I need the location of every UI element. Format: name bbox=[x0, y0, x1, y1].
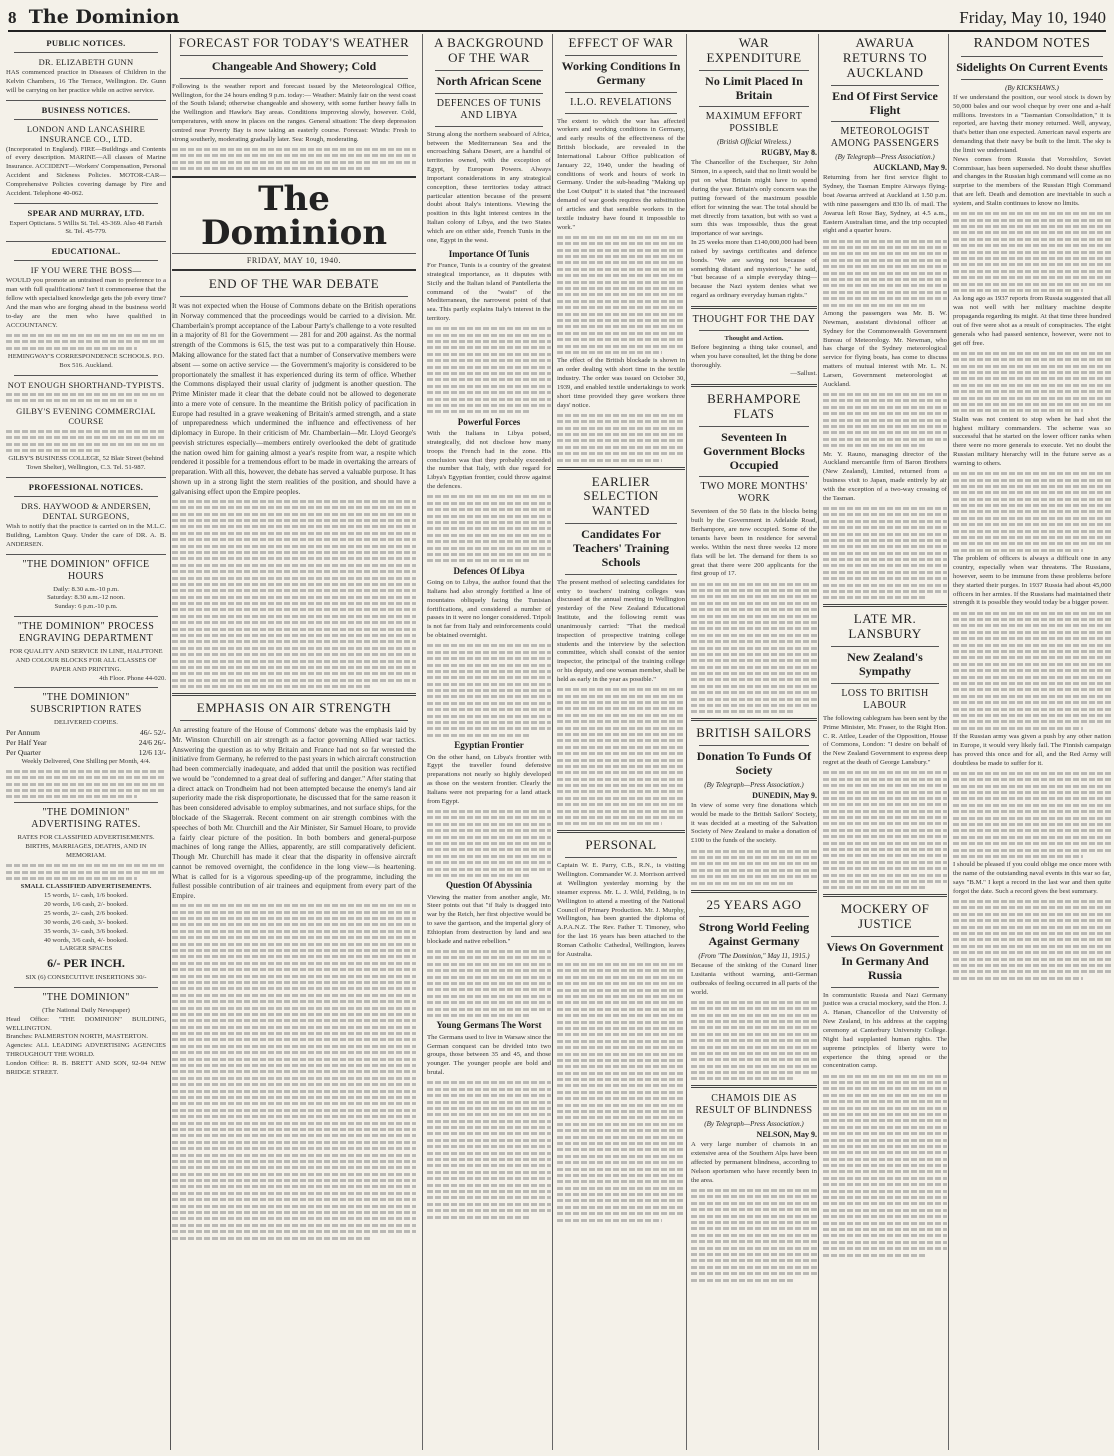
dateline: NELSON, May 9. bbox=[756, 1130, 817, 1140]
advertising-heading: "THE DOMINION" ADVERTISING RATES. bbox=[31, 807, 141, 831]
text-lines bbox=[691, 1189, 817, 1281]
spear-murray-notice: Expert Opticians. 5 Willis St. Tel. 43-369. Also 48 Farish St. Tel. 45-779. bbox=[9, 219, 163, 236]
head-office: Head Office: "THE DOMINION" BUILDING, WELLINGTON. bbox=[6, 1015, 166, 1032]
hemingways-notice: HEMINGWAY'S CORRESPONDENCE SCHOOLS. P.O. Box 516. Auckland. bbox=[7, 352, 165, 369]
war-expenditure-subheading: No Limit Placed In Britain bbox=[705, 73, 803, 102]
london-lancashire-notice: (Incorporated in England). FIRE—Buildings and Contents of every description. MARINE—All classes of Marine Insurance. ACCIDENT—Workers' Compensation, Personal Accident and Sickness Policies. MOTOR-CAR—Comprehensive Policies covering damage by Fire and Accident. Telephone 40-062. bbox=[6, 145, 166, 197]
branches: Branches: PALMERSTON NORTH, MASTERTON. bbox=[6, 1033, 148, 1041]
lansbury-subheading: New Zealand's Sympathy bbox=[847, 650, 923, 679]
editorial-heading-war-debate: END OF THE WAR DEBATE bbox=[208, 276, 380, 292]
boss-heading: IF YOU WERE THE BOSS— bbox=[30, 265, 142, 276]
london-lancashire-heading: LONDON AND LANCASHIRE INSURANCE CO., LTD. bbox=[26, 123, 146, 144]
advertising-notice: BIRTHS, MARRIAGES, DEATHS, AND IN MEMORIAM. bbox=[25, 843, 147, 860]
text-lines bbox=[427, 327, 551, 413]
personal-notes: Captain W. E. Parry, C.B., R.N., is visiting Wellington. Commander W. J. Morrison arrived at Wellington yesterday morning by the steamer express. Mr. L. J. Wild, Feilding, is in Wellington to attend a meeting of the National Council of Primary Production. Mr. J. Murphy, Wellington, has been granted the diploma of A.P.A.N.Z. The Rev. Father T. Timoney, who for the last 16 years has been attached to the Roman Catholic Cathedral, Wellington, leaves for Australia. bbox=[557, 862, 685, 958]
article-paragraph: Mr. Y. Rauno, managing director of the Auckland mercantile firm of Baron Brothers (New Zealand), Limited, returned from a business visit to Japan, made entirely by air with the exception of a two-way crossing of the Tasman. bbox=[823, 450, 947, 502]
background-war-column bbox=[422, 34, 551, 1450]
subscription-sub: DELIVERED COPIES. bbox=[54, 719, 118, 727]
article-paragraph: Among the passengers was Mr. B. W. Newman, assistant divisional officer at Sydney for the Commonwealth Government Bureau of Meteorology. Mr. Newman, who has charge of the Sydney meteorological service for flying boats, has come to discuss matters of mutual interest with Mr. L. N. Larsen, Government meteorologist at Auckland. bbox=[823, 310, 947, 388]
text-lines bbox=[557, 236, 685, 354]
earlier-selection-subheading: Candidates For Teachers' Training Schools bbox=[572, 527, 670, 569]
text-lines bbox=[172, 148, 416, 170]
article-paragraph: The Chancellor of the Exchequer, Sir John Simon, in a speech, said that no limit would be put on what Britain might have to spend during the year. Britain's only concern was the putting forward of the maximum possible effort for winning the war. The total should be met directly from taxation, but with so vast a sum this was impossible, thus the great importance of war savings. bbox=[691, 159, 817, 238]
article-paragraph: For France, Tunis is a country of the greatest strategical importance, as it disputes with Sicily and the Italian island of Pantelleria the command of the "waist" of the Mediterranean, the narrowest point of that sea. This partly explains Italy's interest in the territory. bbox=[427, 261, 551, 323]
gilby-heading: GILBY'S EVENING COMMERCIAL COURSE bbox=[16, 406, 156, 427]
article-paragraph: Seventeen of the 50 flats in the blocks being built by the Government in Adelaide Road, Berhampore, are now occupied. Some of the tenants have been in residence for several weeks. Within the next three weeks 12 more flats will be let. The demand for them is so great that there were 200 applicants for the first group of 17. bbox=[691, 508, 817, 578]
text-lines bbox=[6, 864, 166, 880]
article-paragraph: Returning from her first service flight to Sydney, the Tasman Empire Airways flying-boat Awarua arrived at Auckland at 1.50 p.m. with nine passengers and 830 lb. of mail. The Awarua left Rose Bay, Sydney, at 4.5 a.m., Eastern Australian time, and the trip occupied eight and a quarter hours. bbox=[823, 174, 947, 235]
article-paragraph: Stalin was not content to stop when he had shot the highest military commanders. The scheme was so successful that he started on the lower officer ranks when there were no more generals to execute. Yet no doubt the Russian military hierarchy will in the future serve as a warning to others. bbox=[953, 415, 1111, 467]
effect-war-subheading-2: I.L.O. REVELATIONS bbox=[570, 96, 672, 108]
masthead-date: Friday, May 10, 1940 bbox=[959, 8, 1106, 27]
editorial-column bbox=[172, 34, 416, 1450]
article-paragraph: On the other hand, on Libya's frontier with Egypt the traveller found defensive preparations not nearly so highly developed as those on the western frontier. Clearly the Italians were not preparing for a land attack from Egypt. bbox=[427, 753, 551, 805]
war-expenditure-heading: WAR EXPENDITURE bbox=[706, 35, 802, 65]
public-notices-heading: PUBLIC NOTICES. bbox=[46, 38, 126, 48]
subscription-weekly: Weekly Delivered, One Shilling per Month, 4/4. bbox=[21, 757, 151, 765]
text-lines bbox=[691, 1001, 817, 1081]
article-paragraph: Going on to Libya, the author found that the Italians had also strongly fortified a line of mountains obliquely facing the Tunisian fortifications, and considered a number of passes in it were no longer considered. Tripoli is not far from Italy and reinforcements could be obtained overnight. bbox=[427, 579, 551, 640]
text-lines bbox=[823, 240, 947, 307]
article-paragraph: The problem of officers is always a difficult one in any country, especially when war threatens. The Russians, however, seem to be immune from these problems before they started their purges. In 1937 Russia had about 45,000 officers in her armies. If the Russians had maintained their strength it is possible they would today be a bigger power. bbox=[953, 555, 1111, 607]
text-lines bbox=[172, 904, 416, 1239]
text-lines bbox=[6, 393, 166, 402]
dateline: RUGBY, May 8. bbox=[761, 148, 817, 158]
process-heading: "THE DOMINION" PROCESS ENGRAVING DEPARTMENT bbox=[17, 621, 155, 645]
text-lines bbox=[6, 770, 166, 799]
article-paragraph: The extent to which the war has affected workers and working conditions in Germany, and early results of the effectiveness of the British blockade, are revealed in the International Labour Office publication of January 22, 1940, under the heading of conditions of work and hours of work in Germany. Under the sub-heading "Making up the Lost Output" it is stated that "the increased demand of war goods requires the substitution of articles and that sensible workers in the textile industry have found it impossible to work." bbox=[557, 117, 685, 231]
editorial-heading-air-strength: EMPHASIS ON AIR STRENGTH bbox=[196, 700, 392, 716]
sailors-heading: BRITISH SAILORS bbox=[696, 725, 812, 741]
text-lines bbox=[691, 850, 817, 885]
larger-spaces: LARGER SPACES bbox=[59, 945, 113, 953]
article-paragraph: A very large number of chamois in an extensive area of the Southern Alps have been affected by permanent blindness, according to Nelson sportsmen who have recently been in the area. bbox=[691, 1141, 817, 1184]
small-rate-1: 20 words, 1/6 cash, 2/- booked. bbox=[44, 901, 128, 909]
war-expenditure-column bbox=[686, 34, 817, 1450]
section-heading-forces: Powerful Forces bbox=[457, 416, 521, 427]
consecutive: SIX (6) CONSECUTIVE INSERTIONS 30/- bbox=[25, 973, 147, 981]
nameplate bbox=[172, 176, 416, 271]
process-phone: 4th Floor. Phone 44-020. bbox=[99, 674, 166, 682]
text-lines bbox=[823, 393, 947, 447]
text-lines bbox=[953, 352, 1111, 413]
page-number: 8 bbox=[8, 8, 17, 27]
dentists-notice: Wish to notify that the practice is carried on in the M.L.C. Building, Lambton Quay. Under the care of DR. A. B. ANDERSEN. bbox=[6, 523, 166, 548]
mockery-heading: MOCKERY OF JUSTICE bbox=[840, 901, 930, 932]
weather-heading: FORECAST FOR TODAY'S WEATHER bbox=[178, 35, 410, 50]
rate-row: Per Half Year 24/6 26/- bbox=[6, 738, 166, 748]
wire-credit: (By Telegraph—Press Association.) bbox=[835, 153, 935, 162]
awarua-subheading: End Of First Service Flight bbox=[832, 88, 938, 117]
text-lines bbox=[953, 900, 1111, 980]
wire-credit: (By Telegraph—Press Association.) bbox=[704, 780, 804, 789]
years-ago-source: (From "The Dominion," May 11, 1915.) bbox=[698, 952, 810, 961]
office-hours-2: Sunday: 6 p.m.-10 p.m. bbox=[54, 603, 118, 611]
section-heading-abyssinia: Question Of Abyssinia bbox=[445, 880, 533, 891]
mockery-subheading: Views On Government In Germany And Russia bbox=[826, 940, 944, 982]
background-war-subheading: North African Scene bbox=[436, 73, 542, 88]
text-lines bbox=[6, 430, 166, 452]
article-paragraph: The Germans used to live in Warsaw since the German conquest can be divided into two groups, those between 35 and 45, and those younger. The younger people are bold and brutal. bbox=[427, 1033, 551, 1077]
sailors-subheading: Donation To Funds Of Society bbox=[696, 749, 812, 778]
subscription-rates bbox=[6, 728, 166, 757]
office-hours-1: Saturday: 8.30 a.m.-12 noon. bbox=[47, 594, 125, 602]
rate-row: Per Quarter 12/6 13/- bbox=[6, 747, 166, 757]
dr-gunn-notice: HAS commenced practice in Diseases of Children in the Kelvin Chambers, 16 The Terrace, Wellington. Dr. Gunn will be carrying on her practice while on active service. bbox=[6, 69, 166, 94]
small-rate-2: 25 words, 2/- cash, 2/6 booked. bbox=[44, 909, 128, 917]
article-paragraph: I should be pleased if you could oblige me once more with the name of the outstanding naval events in this war so far, says "B.M." I kept a record in the last war and then quite forgot the date. Such a record gives the best summary. bbox=[953, 861, 1111, 895]
advertising-sub: RATES FOR CLASSIFIED ADVERTISEMENTS. bbox=[17, 834, 155, 842]
article-paragraph: In view of some very fine donations which would be made to the British Sailors' Society, it was decided at a meeting of the Salvation Society of New Zealand to make a donation of £100 to the funds of the society. bbox=[691, 801, 817, 845]
chamois-heading: CHAMOIS DIE AS RESULT OF BLINDNESS bbox=[695, 1093, 813, 1117]
business-notices-heading: BUSINESS NOTICES. bbox=[41, 104, 131, 115]
awarua-heading: AWARUA RETURNS TO AUCKLAND bbox=[842, 35, 928, 80]
small-ads-heading: SMALL CLASSIFIED ADVERTISEMENTS. bbox=[20, 883, 152, 891]
section-heading-young-germans: Young Germans The Worst bbox=[436, 1020, 542, 1031]
office-hours-0: Daily: 8.30 a.m.-10 p.m. bbox=[53, 585, 119, 593]
masthead bbox=[8, 2, 1106, 32]
thought-heading: THOUGHT FOR THE DAY bbox=[692, 313, 816, 325]
office-hours-heading: "THE DOMINION" OFFICE HOURS bbox=[22, 558, 150, 582]
text-lines bbox=[823, 771, 947, 889]
educational-heading: EDUCATIONAL. bbox=[51, 246, 121, 257]
war-expenditure-subheading-2: MAXIMUM EFFORT POSSIBLE bbox=[705, 111, 803, 135]
article-paragraph: With the Italians in Libya poised, strategically, did not disclose how many troops the French had in the zone. His conclusion was that they probably exceeded the number that Italy, with due regard for Libya's Egyptian frontier, could throw against the defences. bbox=[427, 430, 551, 491]
section-heading-tunis: Importance Of Tunis bbox=[448, 248, 530, 259]
thought-subheading: Thought and Action. bbox=[724, 334, 784, 342]
thought-author: —Sallust. bbox=[790, 370, 817, 378]
dentists-heading: DRS. HAYWOOD & ANDERSEN, DENTAL SURGEONS, bbox=[21, 501, 151, 522]
berhampore-subheading-2: TWO MORE MONTHS' WORK bbox=[700, 481, 808, 505]
article-paragraph: If we understand the position, our wool stock is down by 50,000 bales and our wool cheque by over one and a-half millions. Investors in a "Tasmanian Consolidation," it is reported, are having their money returned. Well, anyway, that's better than one expected. American naval experts are demanding that their navy be built to the limit. The sky is the limit we understand. bbox=[953, 93, 1111, 154]
section-heading-libya: Defences Of Libya bbox=[453, 565, 525, 576]
small-rate-4: 35 words, 3/- cash, 3/6 booked. bbox=[44, 927, 128, 935]
shorthand-heading: NOT ENOUGH SHORTHAND-TYPISTS. bbox=[7, 379, 165, 390]
text-lines bbox=[427, 644, 551, 736]
article-paragraph: The following cablegram has been sent by the Prime Minister, Mr. Fraser, to the Right Hon. C. R. Attlee, Leader of the Opposition, House of Commons, London: "I desire on behalf of the New Zealand Government to express deep regret at the death of George Lansbury." bbox=[823, 714, 947, 767]
text-lines bbox=[823, 507, 947, 599]
article-paragraph: The effect of the British blockade is shown in an order dealing with short time in the textile industry. The order was issued on October 30, 1939, and enabled textile undertakings to work short time provided they gave workers three days' notice. bbox=[557, 357, 685, 409]
article-paragraph: Because of the sinking of the Cunard liner Lusitania without warning, anti-German outbreaks of feeling occurred in all parts of the world. bbox=[691, 962, 817, 996]
text-lines bbox=[953, 612, 1111, 730]
article-paragraph: As long ago as 1937 reports from Russia suggested that all was not well with her military machine despite propaganda regarding its might. At that time three hundred out of five were shot as a result of conspiracies. The eight generals who had passed sentence, however, were not to get off free. bbox=[953, 295, 1111, 347]
process-notice: FOR QUALITY AND SERVICE IN LINE, HALFTONE AND COLOUR BLOCKS FOR ALL CLASSES OF PAPER AND PRINTING. bbox=[9, 648, 163, 673]
article-paragraph: News comes from Russia that Voroshilov, Soviet Commissar, has been superseded. No doubt these shuffles and changes in the Russian high command will come as no surprise to the members of the Russian High Command that are left. Death and demotion are inevitable in such a system, and Stalin continues to know no limits. bbox=[953, 155, 1111, 208]
subscription-heading: "THE DOMINION" SUBSCRIPTION RATES bbox=[30, 692, 142, 716]
london-office: London Office: R. B. BRETT AND SON, 92-94 NEW BRIDGE STREET. bbox=[6, 1059, 166, 1076]
section-heading-egypt: Egyptian Frontier bbox=[454, 740, 524, 751]
random-notes-heading: RANDOM NOTES bbox=[973, 36, 1091, 51]
wire-credit: (By Telegraph—Press Association.) bbox=[704, 1120, 804, 1129]
weather-subheading: Changeable And Showery; Cold bbox=[211, 58, 377, 73]
text-lines bbox=[427, 810, 551, 877]
editorial-war-debate: It was not expected when the House of Commons debate on the British operations in Norway commenced that the proceedings would be carried to a division. Mr. Chamberlain's prompt acceptance of the Labour Party's challenge to a vote resulted in a majority of 81 for the Government — 281 for and 200 against. As the normal strength of the Commons is 615, the test was put to a comparatively thin House. Making allowance for the stated fact that a number of Conservative members were absent — some on active service — the Government's majority is considered to be proportionately the smallest it has experienced during its term of office. Whether the Commons displayed their usual clarity of judgment is another question. The Prime Minister made it clear that the debate could not be allowed to degenerate into a mere vote of censure. In the meantime the British policy of pacification in Europe had resulted in a grave weakening of Britain's armed strength, and a state of unpreparedness which undermined the influence and effectiveness of her diplomacy in Europe. In their criticism of Mr. Chamberlain—Mr. Lloyd George's peevish strictures especially—members entirely overlooked the debt of gratitude the nation owed him for gaining almost a year's respite from war, a respite which rendered it possible for a tremendous effort to be made in overtaking the arrears of preparation. With all this, however, the debate has served a valuable purpose. It has shown up in a strong light the stern realities of the position, and should have a galvanising effect upon the Empire peoples. bbox=[172, 301, 416, 496]
text-lines bbox=[953, 472, 1111, 552]
text-lines bbox=[691, 583, 817, 714]
article-paragraph: The present method of selecting candidates for entry to teachers' training colleges was discussed at the annual meeting in Wellington yesterday of the New Zealand Educational Institute, and the following remit was unanimously carried: "That the medical inspection of prospective training college students and the interview by the selection committee, which shall consist of the senior inspector, the principal of the training college or his deputy, and one woman member, shall be held as early in the year as possible." bbox=[557, 578, 685, 683]
weather-report: Following is the weather report and forecast issued by the Meteorological Office, Wellington, for the 24 hours ending 9 p.m. today:— Weather: Mainly fair on the west coast of the South Island; otherwise changeable and showery, with some further heavy falls in the Wellington and Hawke's Bay areas. Conditions improving slowly, however. Cold, temperatures, with snow in places on the ranges. General situation: The deep depression centred near Poverty Bay is now taking an easterly course. Forecast: Winds: Fresh to strong southerly, moderating gradually later. Sea: Rough, moderating. bbox=[172, 82, 416, 143]
text-lines bbox=[427, 950, 551, 1017]
berhampore-heading: BERHAMPORE FLATS bbox=[707, 391, 801, 422]
berhampore-subheading: Seventeen In Government Blocks Occupied bbox=[703, 430, 805, 472]
nameplate-title: The Dominion bbox=[200, 179, 388, 254]
gilby-notice: GILBY'S BUSINESS COLLEGE, 52 Blair Street (behind Town Shelter), Wellington, C.3. Tel. 51-987. bbox=[8, 455, 164, 472]
boss-notice: WOULD you promote an untrained man to preference to a man with full qualifications? Isn't it commonsense that the fellow with specialised knowledge gets the job every time? And the man who are forging ahead in the business world to-day are the men who have qualified in ACCOUNTANCY. bbox=[6, 277, 166, 329]
awarua-subheading-2: METEOROLOGIST AMONG PASSENGERS bbox=[830, 126, 940, 150]
article-paragraph: Viewing the matter from another angle, Mr. Steer points out that "if Italy is dragged into war by the Reich, her first objective would be to save the garrison, and the imperial glory of Ethiopian from destruction by land and sea blockade and native rebellion." bbox=[427, 893, 551, 945]
text-lines bbox=[557, 414, 685, 462]
wire-credit: (British Official Wireless.) bbox=[717, 138, 791, 147]
years-ago-subheading: Strong World Feeling Against Germany bbox=[698, 920, 810, 949]
editorial-air-strength: An arresting feature of the House of Commons' debate was the emphasis laid by Mr. Winston Churchill on air strength as a factor governing Allied war tactics. Answering the question as to why Britain and France had not so far wrested the initiative from Germany, he referred to the past years in which aircraft construction had been commercially inadequate, and added that until the position was rectified we would be "condemned to a great deal of suffering and danger." After stating that a direct attack on Trondheim had not been attempted because the enemy's land air superiority made the risk disproportionate, he discussed that for the same reason it has been considered advisable to employ submarines, and not surface ships, for the blockade of the Skagerrak. Recent comment on air strength combines with the speeches of both Mr. Churchill and the Air Minister, Sir Samuel Hoare, to provide a fairly clear picture of the position. In both bombers and general-purpose machines of long range the Allies, apparently, are still comparatively deficient. Though Mr. Churchill has made it clear that the disparity in offensive aircraft cannot be removed overnight, the confidence in the long view—is heartening. What is called for is a vigorous speeding-up of the programme, including the fullest possible contribution of air trainees and equipment from every part of the Empire. bbox=[172, 725, 416, 901]
article-paragraph: In 25 weeks more than £140,000,000 had been raised by savings certificates and defence bonds. "We are saving not because of something distant and mysterious," he said, "but because of a simple everyday thing—because the Nazi system denies what we regard as ordinary everyday human rights." bbox=[691, 239, 817, 300]
random-notes-column bbox=[948, 34, 1111, 1450]
years-ago-heading: 25 YEARS AGO bbox=[706, 896, 802, 912]
small-rate-5: 40 words, 3/6 cash, 4/- booked. bbox=[44, 936, 128, 944]
article-paragraph: Strung along the northern seaboard of Africa, between the Mediterranean Sea and the encroaching Sahara Desert, are a handful of territories owned, with the exception of Egypt, by European Powers. Always important considerations in any strategical conception, these territories today attract particular attention because of the present doubt about Italy's intentions. Viewing the position in this light interest centres in the Italian colony of Libya, and the two States which are on either side, French Tunis in the one, Egypt in the west. bbox=[427, 130, 551, 244]
random-notes-subheading: Sidelights On Current Events bbox=[956, 60, 1108, 75]
spear-murray-heading: SPEAR AND MURRAY, LTD. bbox=[27, 207, 145, 218]
article-paragraph: If the Russian army was given a push by any other nation in Europe, it would very likely fail. The Finnish campaign has proved this once and for all, and the Red Army will doubtless be made to suffer for it. bbox=[953, 733, 1111, 767]
background-war-heading: A BACKGROUND OF THE WAR bbox=[434, 35, 544, 65]
random-notes-byline: (By KICKSHAWS.) bbox=[1005, 83, 1059, 92]
dateline: AUCKLAND, May 9. bbox=[873, 163, 947, 173]
small-rate-3: 30 words, 2/6 cash, 3/- booked. bbox=[44, 918, 128, 926]
notices-column bbox=[6, 34, 171, 1450]
text-lines bbox=[427, 1081, 551, 1218]
masthead-paper-name: The Dominion bbox=[28, 6, 180, 28]
background-war-subheading-2: DEFENCES OF TUNIS AND LIBYA bbox=[436, 97, 542, 121]
national-heading: "THE DOMINION" bbox=[42, 991, 130, 1003]
national-sub: (The National Daily Newspaper) bbox=[42, 1006, 130, 1014]
personal-heading: PERSONAL bbox=[585, 837, 657, 853]
text-lines bbox=[172, 500, 416, 688]
lansbury-heading: LATE MR. LANSBURY bbox=[848, 611, 922, 642]
dateline: DUNEDIN, May 9. bbox=[752, 790, 817, 800]
effect-war-subheading: Working Conditions In Germany bbox=[561, 58, 681, 87]
text-lines bbox=[427, 495, 551, 562]
nameplate-date: FRIDAY, MAY 10, 1940. bbox=[172, 253, 416, 265]
text-lines bbox=[823, 1075, 947, 1257]
article-paragraph: In communistic Russia and Nazi Germany justice was a crucial mockery, said the Hon. J. A. Hanan, Chancellor of the University of New Zealand, in his address at the capping ceremony at Canterbury University College. Night had supplanted human rights. The supreme principles of liberty were to experience the thing spread or the concentration camp. bbox=[823, 991, 947, 1070]
dr-gunn-heading: DR. ELIZABETH GUNN bbox=[38, 57, 134, 67]
thought-text: Before beginning a thing take counsel, and when you have consulted, let the thing be done thoroughly. bbox=[691, 343, 817, 369]
per-inch: 6/- PER INCH. bbox=[47, 956, 125, 971]
effect-war-heading: EFFECT OF WAR bbox=[568, 35, 674, 50]
text-lines bbox=[953, 772, 1111, 858]
effect-of-war-column bbox=[552, 34, 685, 1450]
text-lines bbox=[953, 212, 1111, 292]
text-lines bbox=[6, 334, 166, 350]
professional-heading: PROFESSIONAL NOTICES. bbox=[28, 482, 144, 493]
lansbury-subheading-2: LOSS TO BRITISH LABOUR bbox=[841, 687, 929, 711]
earlier-selection-heading: EARLIER SELECTION WANTED bbox=[583, 473, 659, 519]
text-lines bbox=[557, 688, 685, 825]
rate-row: Per Annum 46/- 52/- bbox=[6, 728, 166, 738]
agencies: Agencies: ALL LEADING ADVERTISING AGENCIES THROUGHOUT THE WORLD. bbox=[6, 1042, 166, 1059]
awarua-column bbox=[818, 34, 947, 1450]
text-lines bbox=[557, 963, 685, 1222]
small-rate-0: 15 words, 1/- cash, 1/6 booked. bbox=[44, 892, 128, 900]
masthead-left bbox=[8, 6, 179, 28]
